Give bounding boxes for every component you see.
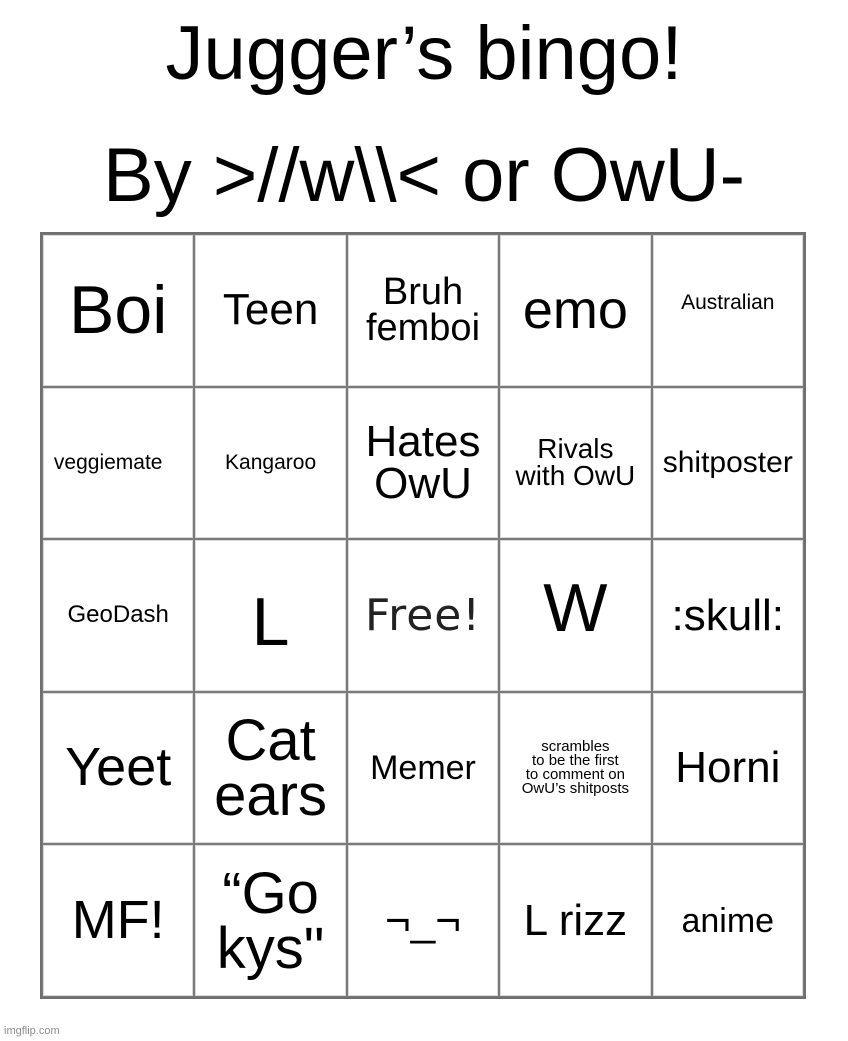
cell-text: veggiemate xyxy=(53,450,163,474)
bingo-cell xyxy=(499,387,651,540)
cell-text: L xyxy=(251,584,290,661)
page-title: Jugger’s bingo! xyxy=(165,11,683,96)
bingo-cell xyxy=(652,539,804,692)
bingo-cell xyxy=(194,387,346,540)
cell-text: Australian xyxy=(681,291,775,315)
bingo-cell xyxy=(652,692,804,845)
cell-text: MF! xyxy=(71,890,165,951)
bingo-grid xyxy=(40,232,806,999)
cell-text: Rivals with OwU xyxy=(515,433,636,491)
bingo-cell xyxy=(347,692,499,845)
cell-text: Boi xyxy=(69,272,168,348)
bingo-cell xyxy=(194,539,346,692)
bingo-cell xyxy=(499,234,651,387)
bingo-cell xyxy=(42,844,194,997)
bingo-cell xyxy=(194,844,346,997)
cell-text: GeoDash xyxy=(67,601,169,629)
bingo-cell xyxy=(652,234,804,387)
cell-text: anime xyxy=(681,901,775,940)
cell-text: Cat ears xyxy=(214,708,327,829)
free-space: Free! xyxy=(364,589,481,641)
bingo-cell xyxy=(42,387,194,540)
cell-text: Teen xyxy=(222,285,319,335)
bingo-cell xyxy=(194,692,346,845)
cell-text: :skull: xyxy=(671,590,785,640)
cell-text: emo xyxy=(522,279,628,340)
cell-text: Kangaroo xyxy=(225,450,317,474)
cell-text: ¬_¬ xyxy=(385,895,461,945)
bingo-cell xyxy=(42,692,194,845)
bingo-cell xyxy=(347,844,499,997)
bingo-cell xyxy=(347,539,499,692)
cell-text: Bruh femboi xyxy=(365,271,481,350)
cell-text: L rizz xyxy=(523,895,628,945)
bingo-cell xyxy=(194,234,346,387)
cell-text: shitposter xyxy=(662,445,793,479)
bingo-cell xyxy=(42,234,194,387)
bingo-cell xyxy=(347,234,499,387)
bingo-cell xyxy=(347,387,499,540)
watermark: imgflip.com xyxy=(4,1025,60,1037)
bingo-cell xyxy=(652,387,804,540)
cell-text: Hates OwU xyxy=(365,417,481,508)
cell-text: Horni xyxy=(675,743,781,793)
page-subtitle: By >//w\\< or OwU- xyxy=(103,133,745,218)
bingo-cell xyxy=(499,692,651,845)
cell-text: W xyxy=(543,570,608,647)
cell-text: Memer xyxy=(370,748,476,787)
cell-text: “Go kys" xyxy=(216,860,325,981)
bingo-cell xyxy=(499,539,651,692)
cell-text: scrambles to be the first to comment on OwU’s shitposts xyxy=(521,737,630,798)
bingo-cell xyxy=(652,844,804,997)
bingo-cell xyxy=(499,844,651,997)
cell-text: Yeet xyxy=(65,737,172,798)
bingo-cell xyxy=(42,539,194,692)
